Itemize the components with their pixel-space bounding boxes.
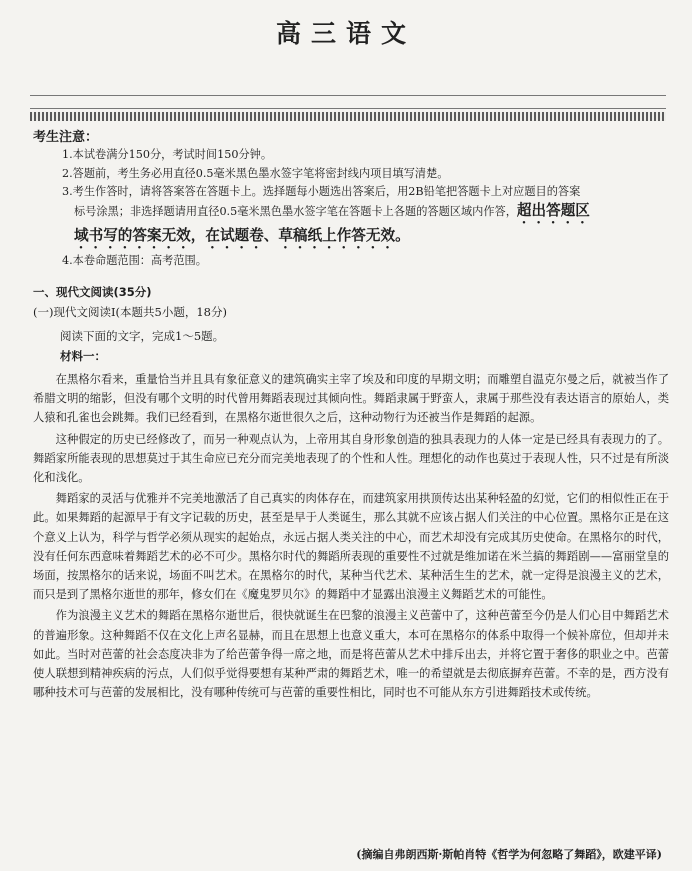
notice-heading: 考生注意： [33, 130, 99, 145]
notice-item-3-text: 标号涂黑；非选择题请用直径0.5毫米黑色墨水签字笔在答题卡上各题的答题区域内作答， [74, 204, 517, 218]
notice-emphasis-1: 超出答题区 [516, 201, 590, 219]
instruction: 阅读下面的文字，完成1～5题。 [60, 329, 225, 343]
notice-emphasis-2: 域书写的答案无效，在试题卷、草稿纸上作答无效。 [74, 226, 410, 244]
hatched-divider [30, 112, 666, 121]
notice-item-1: 1.本试卷满分150分，考试时间150分钟。 [62, 148, 273, 161]
source-citation: (摘编自弗朗西斯·斯帕肖特《哲学为何忽略了舞蹈》，欧建平译) [356, 848, 662, 861]
paragraph-1: 在黑格尔看来，重量恰当并且具有象征意义的建筑确实主宰了埃及和印度的早期文明；而雕塑自温克尔曼之后，就被当作了希腊文明的缩影，但没有哪个文明的时代曾用舞蹈表现过其倾向性。舞蹈隶属于野蛮人，隶属于那些没有表达语言的原始人，类人猿和孔雀也会跳舞。我们已经看到，在黑格尔逝世很久之后，这种动物行为还被当作是舞蹈的起源。 [33, 373, 669, 425]
notice-item-3: 3.考生作答时，请将答案答在答题卡上。选择题每小题选出答案后，用2B铅笔把答题卡上对应题目的答案 [62, 185, 581, 198]
paragraph-4: 作为浪漫主义艺术的舞蹈在黑格尔逝世后，很快就诞生在巴黎的浪漫主义芭蕾中了，这种芭蕾至今仍是人们心目中舞蹈艺术的普遍形象。这种舞蹈不仅在文化上声名显赫，而且在思想上也意义重大，本可在黑格尔的体系中取得一个候补席位，但却并未如此。当时对芭蕾的社会态度决非为了给芭蕾争得一席之地，而是将芭蕾从艺术中排斥出去，并将它置于奢侈的职业之中。芭蕾使人联想到精神疾病的污点，人们似乎觉得要想有某种严肃的舞蹈艺术，唯一的希望就是去彻底摒弃芭蕾。不幸的是，西方没有哪种技术可与芭蕾的发展相比，没有哪种传统可与芭蕾的重要性相比，同时也不可能从东方引进舞蹈技术或传统。 [33, 609, 669, 700]
passage [33, 370, 669, 704]
paragraph-2: 这种假定的历史已经修改了，而另一种观点认为，上帝用其自身形象创造的独具表现力的人体一定是已经具有表现力的了。舞蹈家所能表现的思想莫过于其生命应已充分而完美地表现了的个性和人性。理想化的动作也莫过于表现人性，只不过是有所淡化和浅化。 [33, 432, 669, 485]
subsection-heading: (一)现代文阅读Ⅰ(本题共5小题，18分) [33, 305, 227, 319]
material-label: 材料一： [60, 349, 106, 363]
notice-item-3-cont [62, 202, 662, 227]
divider [30, 108, 666, 109]
page-title: 高三语文 [275, 19, 416, 48]
notice-item-3-cont2 [62, 227, 662, 252]
notice-item-2: 2.答题前，考生务必用直径0.5毫米黑色墨水签字笔将密封线内项目填写清楚。 [62, 166, 449, 180]
divider [30, 95, 666, 96]
paragraph-3: 舞蹈家的灵活与优雅并不完美地激活了自己真实的肉体存在，而建筑家用拱顶传达出某种轻盈的幻觉，它们的相似性正在于此。如果舞蹈的起源早于有文字记载的历史，甚至是早于人类诞生，那么其就不应该占据人们关注的中心位置。黑格尔正是在这个意义上认为，科学与哲学必须从现实的起始点，永远占据人类关注的中心，而艺术却没有完成其历史使命。在黑格尔的时代，没有任何东西意味着舞蹈艺术的必不可少。黑格尔时代的舞蹈所表现的重要性不过就是维加诺在米兰搞的舞蹈剧——富丽堂皇的场面，按黑格尔的话来说，场面不叫艺术。在黑格尔的时代，某种当代艺术、某种活生生的艺术，就一定得是浪漫主义的艺术，而只是到了黑格尔逝世的那年，修女们在《魔鬼罗贝尔》的舞蹈中才显露出浪漫主义舞蹈艺术的可能性。 [33, 492, 669, 602]
notice-list [62, 146, 662, 270]
notice-item-4: 4.本卷命题范围：高考范围。 [62, 253, 207, 267]
section-heading: 一、现代文阅读(35分) [33, 285, 152, 299]
